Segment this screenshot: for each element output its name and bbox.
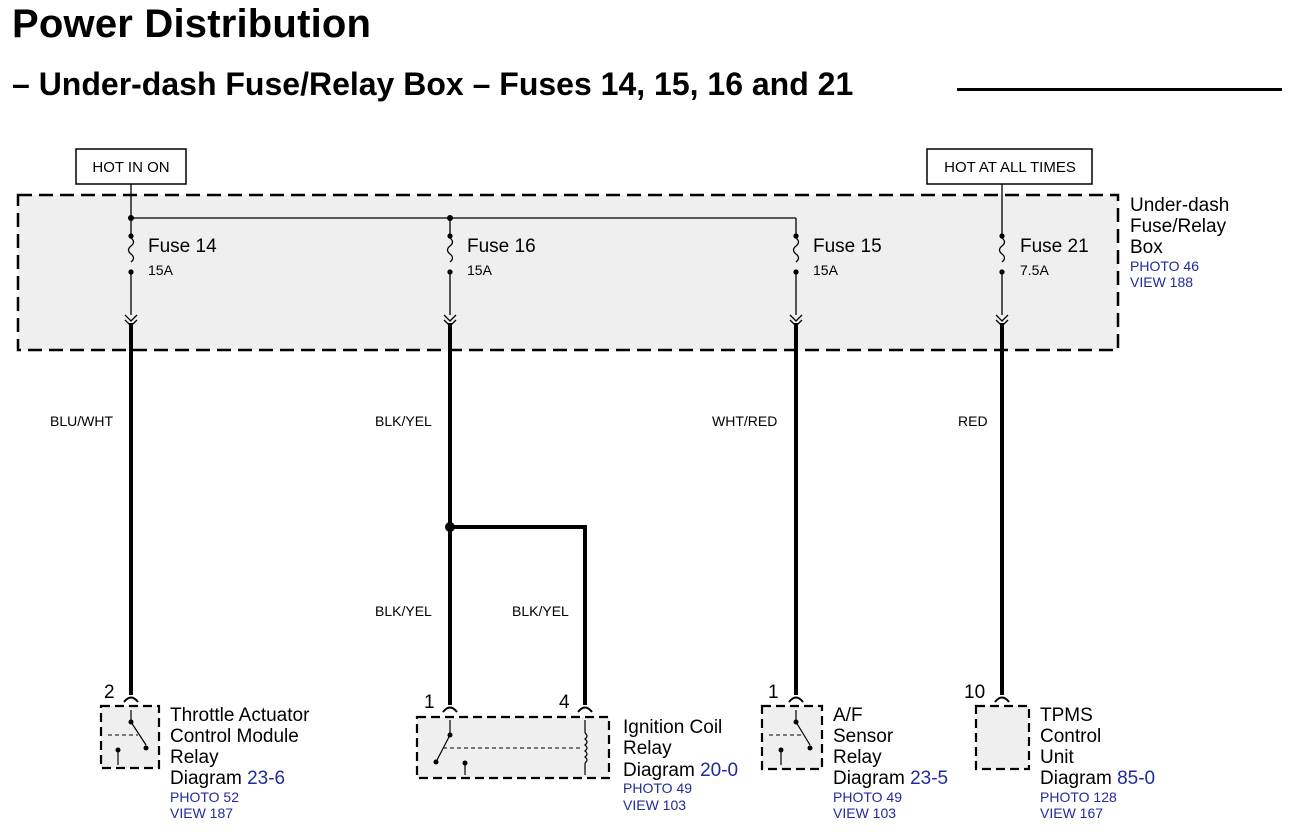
fuse-15-name: Fuse 15 [813, 236, 882, 257]
page-title: Power Distribution [12, 2, 372, 46]
fuse-box-name-line3: Box [1130, 237, 1163, 258]
throttle-diagram-number: 23-6 [247, 768, 286, 789]
af-pin: 1 [768, 682, 779, 703]
af-sensor-relay [762, 698, 822, 770]
wire-label-fuse15: WHT/RED [712, 413, 778, 429]
af-photo: PHOTO 49 [833, 789, 902, 805]
fuse-box-name-line1: Under-dash [1130, 195, 1230, 216]
tpms-photo: PHOTO 128 [1040, 789, 1117, 805]
af-name-line1: A/F [833, 705, 863, 726]
ignition-name-line2: Relay [623, 738, 672, 759]
fuse-16-rating: 15A [467, 262, 492, 278]
fuse-16-name: Fuse 16 [467, 236, 536, 257]
wire-label-fuse16: BLK/YEL [375, 413, 432, 429]
fuse-15-rating: 15A [813, 262, 838, 278]
fuse-21-name: Fuse 21 [1020, 236, 1089, 257]
fuse-14-rating: 15A [148, 262, 173, 278]
af-name-line2: Sensor [833, 726, 894, 747]
tpms-diagram-ref [1040, 768, 1155, 789]
throttle-photo: PHOTO 52 [170, 789, 239, 805]
throttle-pin: 2 [104, 682, 115, 703]
ignition-diagram-label: Diagram [623, 760, 695, 781]
tpms-diagram-number: 85-0 [1117, 768, 1156, 789]
ignition-pin-1: 1 [424, 692, 435, 713]
throttle-name-line1: Throttle Actuator [170, 705, 310, 726]
throttle-diagram-ref [170, 768, 285, 789]
wire-label-ign-right: BLK/YEL [512, 603, 569, 619]
wire-label-fuse14: BLU/WHT [50, 413, 113, 429]
fuse-21-rating: 7.5A [1020, 262, 1049, 278]
af-diagram-label: Diagram [833, 768, 905, 789]
ignition-view: VIEW 103 [623, 797, 687, 813]
af-diagram-ref [833, 768, 948, 789]
throttle-name-line2: Control Module [170, 726, 299, 747]
fuse-14-name: Fuse 14 [148, 236, 217, 257]
tpms-control-unit [976, 698, 1029, 770]
tpms-name-line2: Control [1040, 726, 1102, 747]
tpms-view: VIEW 167 [1040, 805, 1104, 821]
hot-in-on-label: HOT IN ON [92, 159, 170, 176]
throttle-relay [101, 698, 159, 769]
ignition-diagram-number: 20-0 [700, 760, 739, 781]
af-name-line3: Relay [833, 747, 882, 768]
fuse-box-name-line2: Fuse/Relay [1130, 216, 1227, 237]
fuse-box-photo: PHOTO 46 [1130, 258, 1199, 274]
throttle-view: VIEW 187 [170, 805, 234, 821]
ignition-photo: PHOTO 49 [623, 780, 692, 796]
ignition-pin-4: 4 [559, 692, 570, 713]
splice-dot [445, 522, 455, 532]
wire-label-fuse21: RED [958, 413, 988, 429]
ignition-name-line1: Ignition Coil [623, 717, 723, 738]
hot-at-all-times-label: HOT AT ALL TIMES [944, 159, 1076, 176]
tpms-diagram-label: Diagram [1040, 768, 1112, 789]
af-view: VIEW 103 [833, 805, 897, 821]
tpms-name-line1: TPMS [1040, 705, 1093, 726]
tpms-pin: 10 [964, 682, 986, 703]
ignition-diagram-ref [623, 760, 738, 781]
throttle-name-line3: Relay [170, 747, 219, 768]
throttle-diagram-label: Diagram [170, 768, 242, 789]
tpms-name-line3: Unit [1040, 747, 1074, 768]
ignition-coil-relay [417, 708, 609, 779]
wire-label-ign-left: BLK/YEL [375, 603, 432, 619]
page-subtitle: – Under-dash Fuse/Relay Box – Fuses 14, 15, 16 and 21 [12, 66, 854, 102]
fuse-box-view: VIEW 188 [1130, 274, 1194, 290]
af-diagram-number: 23-5 [910, 768, 949, 789]
